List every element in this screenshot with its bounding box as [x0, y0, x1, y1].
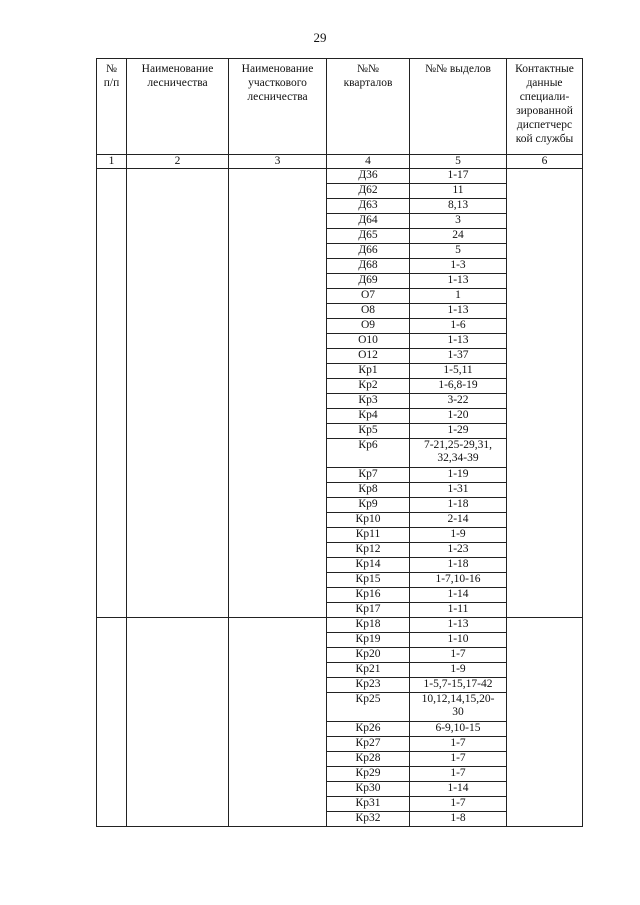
allotments-cell: 1-17: [410, 169, 507, 184]
page-number: 29: [313, 30, 327, 45]
contacts-cell: [507, 169, 583, 618]
quarter-cell: Кр10: [327, 513, 410, 528]
allotments-cell: 24: [410, 229, 507, 244]
allotments-cell: 1-20: [410, 409, 507, 424]
column-number: 5: [410, 155, 507, 169]
quarter-cell: Кр19: [327, 633, 410, 648]
allotments-cell: 1-5,7-15,17-42: [410, 678, 507, 693]
quarter-cell: Кр7: [327, 468, 410, 483]
quarter-cell: Кр23: [327, 678, 410, 693]
quarter-cell: Кр9: [327, 498, 410, 513]
quarter-cell: Кр29: [327, 767, 410, 782]
allotments-cell: 3-22: [410, 394, 507, 409]
quarter-cell: Кр25: [327, 693, 410, 722]
quarter-cell: Кр11: [327, 528, 410, 543]
quarter-cell: Кр16: [327, 588, 410, 603]
quarter-cell: Д64: [327, 214, 410, 229]
header-cell-allotments: №№ выделов: [410, 59, 507, 155]
district-forestry-cell: [229, 169, 327, 618]
quarter-cell: О10: [327, 334, 410, 349]
table-row: [97, 169, 583, 184]
quarter-cell: Д65: [327, 229, 410, 244]
allotments-cell: 6-9,10-15: [410, 722, 507, 737]
contacts-cell: [507, 618, 583, 827]
allotments-cell: 1-37: [410, 349, 507, 364]
forestry-cell: [127, 618, 229, 827]
column-number: 1: [97, 155, 127, 169]
allotments-cell: 1-31: [410, 483, 507, 498]
allotments-cell: 1-5,11: [410, 364, 507, 379]
allotments-cell: 1-8: [410, 812, 507, 827]
allotments-cell: 11: [410, 184, 507, 199]
allotments-cell: 1-6: [410, 319, 507, 334]
header-cell-forestry: Наименование лесничества: [127, 59, 229, 155]
allotments-cell: 1-13: [410, 304, 507, 319]
quarter-cell: Кр2: [327, 379, 410, 394]
allotments-cell: 7-21,25-29,31, 32,34-39: [410, 439, 507, 468]
allotments-cell: 1-29: [410, 424, 507, 439]
quarter-cell: Кр3: [327, 394, 410, 409]
allotments-cell: 1-19: [410, 468, 507, 483]
header-cell-district-forestry: Наименование участкового лесничества: [229, 59, 327, 155]
quarter-cell: О7: [327, 289, 410, 304]
column-number: 2: [127, 155, 229, 169]
number-cell: [97, 169, 127, 618]
quarter-cell: Кр30: [327, 782, 410, 797]
quarter-cell: О8: [327, 304, 410, 319]
quarter-cell: Кр6: [327, 439, 410, 468]
column-number-row: [97, 155, 583, 169]
allotments-cell: 1-7: [410, 737, 507, 752]
quarter-cell: Д68: [327, 259, 410, 274]
quarter-cell: Кр18: [327, 618, 410, 633]
header-cell-number: № п/п: [97, 59, 127, 155]
quarter-cell: О9: [327, 319, 410, 334]
allotments-cell: 1-7: [410, 752, 507, 767]
quarter-cell: Кр27: [327, 737, 410, 752]
quarter-cell: Кр4: [327, 409, 410, 424]
column-number: 3: [229, 155, 327, 169]
quarter-cell: Кр15: [327, 573, 410, 588]
header-cell-quarters: №№ кварталов: [327, 59, 410, 155]
allotments-cell: 1-18: [410, 498, 507, 513]
allotments-cell: 1-7,10-16: [410, 573, 507, 588]
quarter-cell: Кр1: [327, 364, 410, 379]
allotments-cell: 3: [410, 214, 507, 229]
allotments-cell: 1-7: [410, 797, 507, 812]
allotments-cell: 1-18: [410, 558, 507, 573]
quarter-cell: Кр28: [327, 752, 410, 767]
quarter-cell: О12: [327, 349, 410, 364]
allotments-cell: 1-6,8-19: [410, 379, 507, 394]
forestry-table: [96, 58, 583, 827]
quarter-cell: Д36: [327, 169, 410, 184]
header-row: [97, 59, 583, 155]
quarter-cell: Д62: [327, 184, 410, 199]
quarter-cell: Кр21: [327, 663, 410, 678]
allotments-cell: 1-7: [410, 648, 507, 663]
quarter-cell: Кр5: [327, 424, 410, 439]
allotments-cell: 1-13: [410, 334, 507, 349]
quarter-cell: Кр8: [327, 483, 410, 498]
quarter-cell: Кр12: [327, 543, 410, 558]
header-cell-contacts: Контактные данные специали- зированной диспетчерс кой службы: [507, 59, 583, 155]
allotments-cell: 1-9: [410, 663, 507, 678]
allotments-cell: 1-14: [410, 588, 507, 603]
number-cell: [97, 618, 127, 827]
allotments-cell: 1-7: [410, 767, 507, 782]
quarter-cell: Кр31: [327, 797, 410, 812]
quarter-cell: Кр20: [327, 648, 410, 663]
allotments-cell: 10,12,14,15,20- 30: [410, 693, 507, 722]
allotments-cell: 1-11: [410, 603, 507, 618]
quarter-cell: Кр32: [327, 812, 410, 827]
allotments-cell: 1-14: [410, 782, 507, 797]
allotments-cell: 1-3: [410, 259, 507, 274]
allotments-cell: 1-13: [410, 618, 507, 633]
allotments-cell: 1: [410, 289, 507, 304]
quarter-cell: Д69: [327, 274, 410, 289]
district-forestry-cell: [229, 618, 327, 827]
allotments-cell: 1-10: [410, 633, 507, 648]
allotments-cell: 1-23: [410, 543, 507, 558]
column-number: 6: [507, 155, 583, 169]
allotments-cell: 5: [410, 244, 507, 259]
column-number: 4: [327, 155, 410, 169]
allotments-cell: 1-9: [410, 528, 507, 543]
table-row: [97, 618, 583, 633]
allotments-cell: 1-13: [410, 274, 507, 289]
allotments-cell: 2-14: [410, 513, 507, 528]
quarter-cell: Д66: [327, 244, 410, 259]
quarter-cell: Кр17: [327, 603, 410, 618]
quarter-cell: Кр26: [327, 722, 410, 737]
allotments-cell: 8,13: [410, 199, 507, 214]
quarter-cell: Д63: [327, 199, 410, 214]
quarter-cell: Кр14: [327, 558, 410, 573]
forestry-cell: [127, 169, 229, 618]
